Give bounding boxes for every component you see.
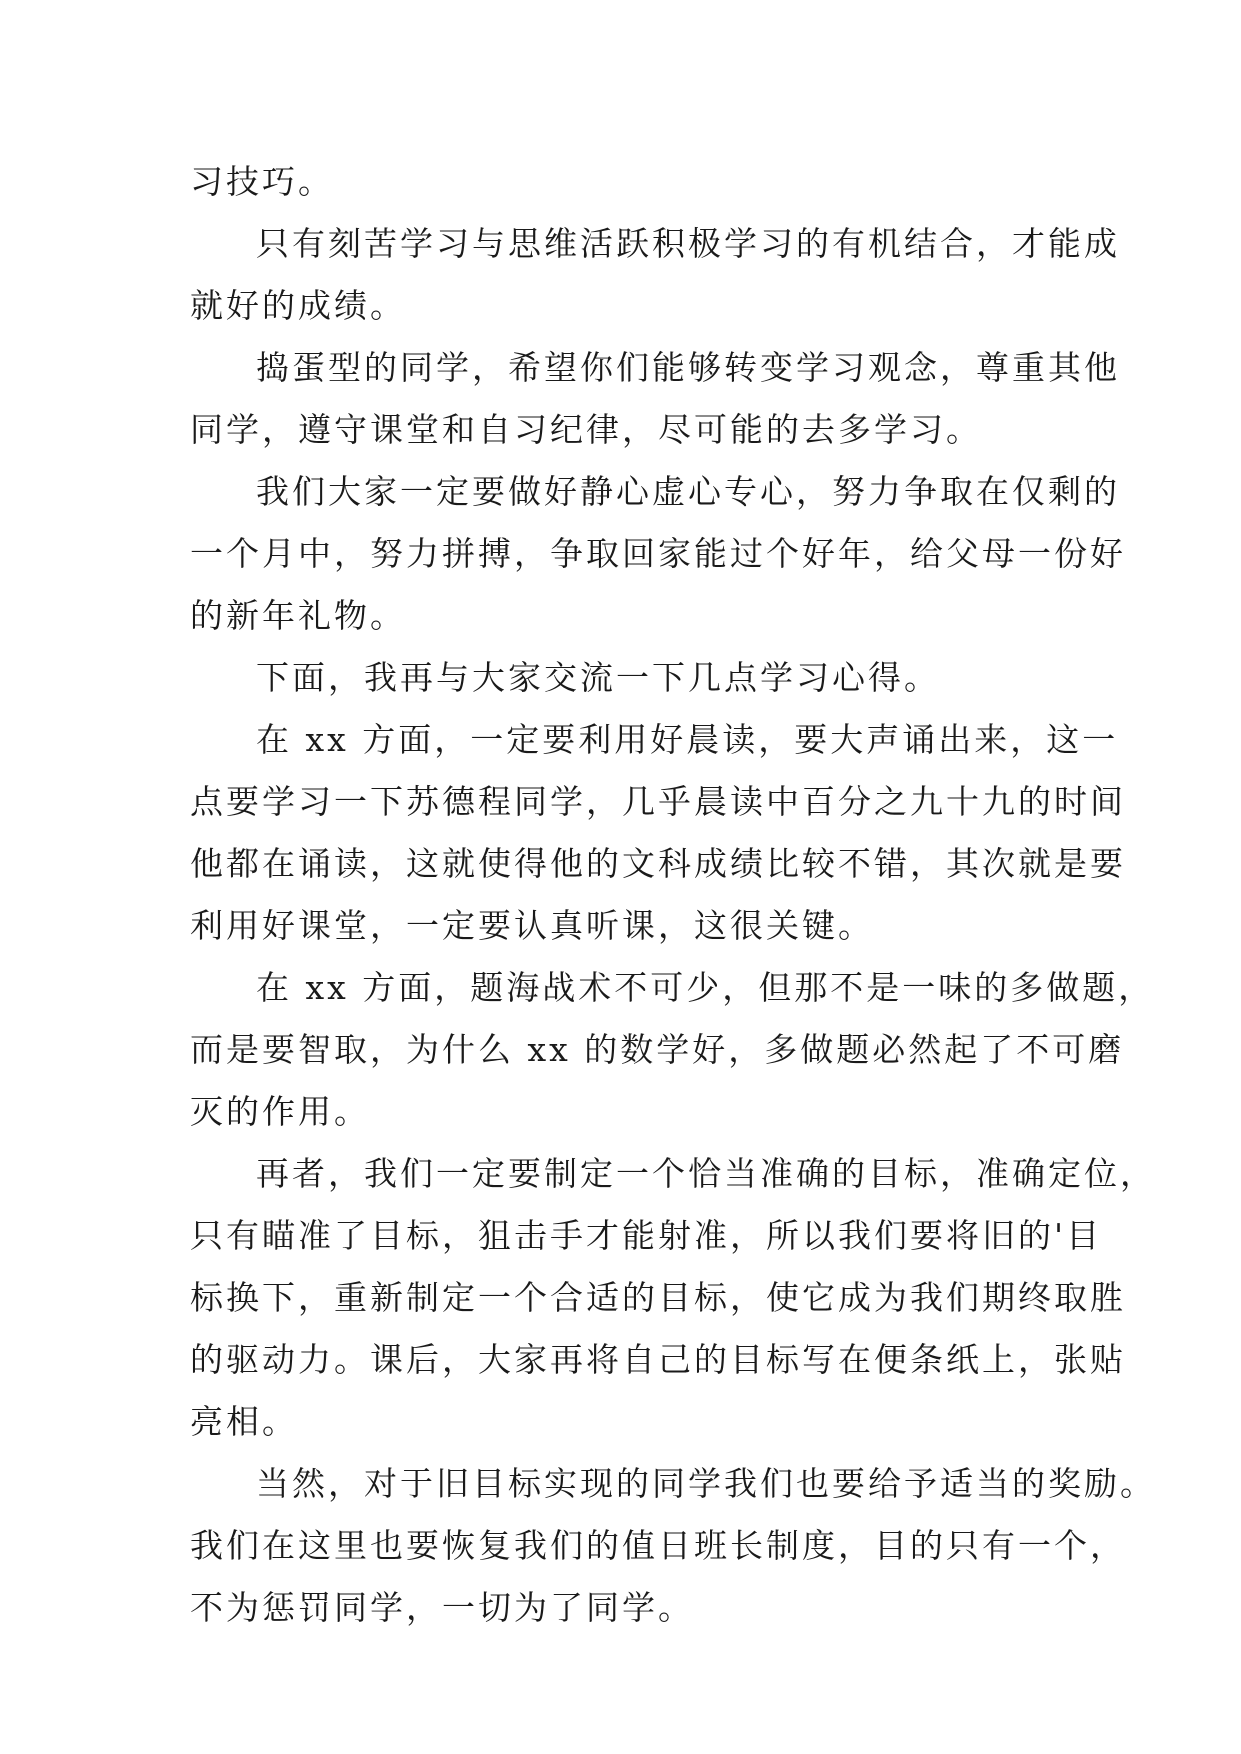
paragraph-line: 习技巧。 — [190, 162, 334, 201]
paragraph-line: 就好的成绩。 — [190, 286, 406, 325]
paragraph-line: 捣蛋型的同学，希望你们能够转变学习观念，尊重其他 — [256, 348, 1120, 387]
paragraph-line: 再者，我们一定要制定一个恰当准确的目标，准确定位， — [256, 1154, 1156, 1193]
paragraph-line: 在 xx 方面，题海战术不可少，但那不是一味的多做题， — [256, 968, 1155, 1007]
paragraph-line: 只有刻苦学习与思维活跃积极学习的有机结合，才能成 — [256, 224, 1120, 263]
paragraph-line: 当然，对于旧目标实现的同学我们也要给予适当的奖励。 — [256, 1464, 1156, 1503]
paragraph-line: 亮相。 — [190, 1402, 298, 1441]
paragraph-line: 只有瞄准了目标，狙击手才能射准，所以我们要将旧的'目 — [190, 1216, 1103, 1255]
paragraph-line: 灭的作用。 — [190, 1092, 370, 1131]
paragraph-line: 我们在这里也要恢复我们的值日班长制度，目的只有一个， — [190, 1526, 1126, 1565]
paragraph-line: 的驱动力。课后，大家再将自己的目标写在便条纸上，张贴 — [190, 1340, 1126, 1379]
paragraph-line: 而是要智取，为什么 xx 的数学好，多做题必然起了不可磨 — [190, 1030, 1125, 1069]
paragraph-line: 同学，遵守课堂和自习纪律，尽可能的去多学习。 — [190, 410, 982, 449]
paragraph-line: 下面，我再与大家交流一下几点学习心得。 — [256, 658, 940, 697]
paragraph-line: 在 xx 方面，一定要利用好晨读，要大声诵出来，这一 — [256, 720, 1119, 759]
paragraph-line: 他都在诵读，这就使得他的文科成绩比较不错，其次就是要 — [190, 844, 1126, 883]
paragraph-line: 一个月中，努力拼搏，争取回家能过个好年，给父母一份好 — [190, 534, 1126, 573]
paragraph-line: 点要学习一下苏德程同学，几乎晨读中百分之九十九的时间 — [190, 782, 1126, 821]
paragraph-line: 标换下，重新制定一个合适的目标，使它成为我们期终取胜 — [190, 1278, 1126, 1317]
paragraph-line: 我们大家一定要做好静心虚心专心，努力争取在仅剩的 — [256, 472, 1120, 511]
document-body — [190, 151, 1156, 1639]
paragraph-line: 的新年礼物。 — [190, 596, 406, 635]
paragraph-line: 利用好课堂，一定要认真听课，这很关键。 — [190, 906, 874, 945]
paragraph-line: 不为惩罚同学，一切为了同学。 — [190, 1588, 694, 1627]
